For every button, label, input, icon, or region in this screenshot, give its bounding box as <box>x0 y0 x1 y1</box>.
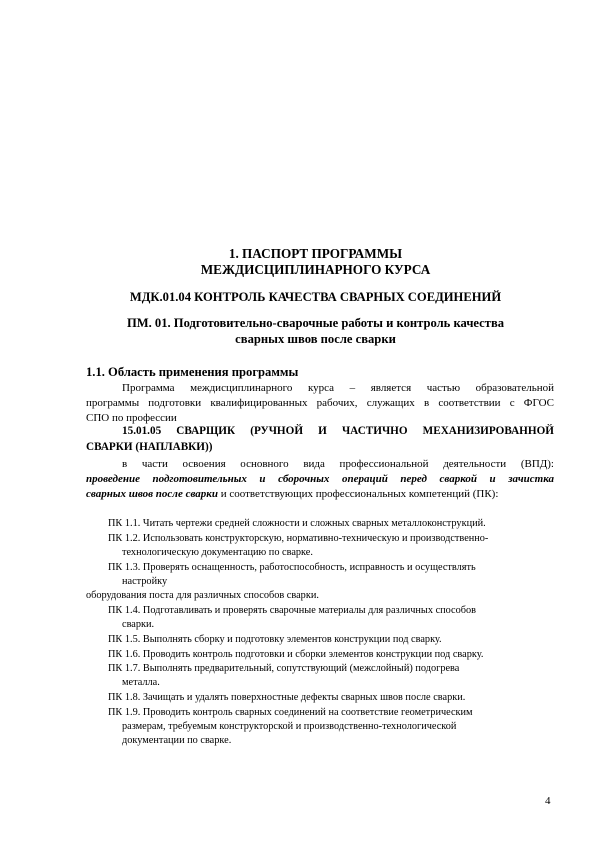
competency-text: ПК 1.1. Читать чертежи средней сложности и сложных сварных металлоконструкций. <box>108 518 486 529</box>
competency-item <box>108 532 488 560</box>
competency-text-continued: документации по сварке. <box>122 735 232 746</box>
page-number: 4 <box>545 795 551 807</box>
competency-item <box>108 561 476 589</box>
paragraph-1-line-1: Программа междисциплинарного курса – является частью образовательной <box>122 382 554 394</box>
paragraph-1-line-2: программы подготовки квалифицированных рабочих, служащих в соответствии с ФГОС <box>86 397 554 409</box>
title-line-1: 1. ПАСПОРТ ПРОГРАММЫ <box>228 246 403 261</box>
competency-text: ПК 1.8. Зачищать и удалять поверхностные дефекты сварных швов после сварки. <box>108 692 466 703</box>
course-title: МДК.01.04 КОНТРОЛЬ КАЧЕСТВА СВАРНЫХ СОЕДИНЕНИЙ <box>129 290 502 304</box>
competency-item <box>108 604 476 632</box>
competency-item <box>108 633 442 647</box>
paragraph-2-line-3 <box>86 487 554 502</box>
competency-text-continued: сварки. <box>122 619 155 630</box>
competency-item <box>108 691 465 705</box>
paragraph-2-line-2: проведение подготовительных и сборочных операций перед сваркой и зачистка <box>86 473 554 485</box>
paragraph-1-line-3: СПО по профессии <box>86 412 177 424</box>
competency-item <box>108 706 473 748</box>
competency-text-continued: оборудования поста для различных способов сварки. <box>86 590 319 601</box>
competency-text-continued: металла. <box>122 677 160 688</box>
module-title-line-2: сварных швов после сварки <box>235 332 396 346</box>
competency-text: ПК 1.3. Проверять оснащенность, работоспособность, исправность и осуществлять <box>108 562 476 573</box>
competency-item <box>108 648 483 662</box>
competency-text-continued: настройку <box>122 576 168 587</box>
profession-line-1: 15.01.05 СВАРЩИК (РУЧНОЙ И ЧАСТИЧНО МЕХАНИЗИРОВАННОЙ <box>122 425 554 437</box>
section-heading: 1.1. Область применения программы <box>86 365 299 379</box>
module-title-line-1: ПМ. 01. Подготовительно-сварочные работы и контроль качества <box>126 316 505 330</box>
paragraph-2-line-1: в части освоения основного вида профессиональной деятельности (ВПД): <box>122 458 554 470</box>
paragraph-2-rest: и соответствующих профессиональных компетенций (ПК): <box>218 488 499 500</box>
profession-line-2: СВАРКИ (НАПЛАВКИ)) <box>86 441 213 453</box>
competency-text: ПК 1.2. Использовать конструкторскую, нормативно-техническую и производственно- <box>108 533 489 544</box>
competency-text: ПК 1.6. Проводить контроль подготовки и сборки элементов конструкции под сварку. <box>108 649 484 660</box>
competency-text-continued: технологическую документацию по сварке. <box>122 547 313 558</box>
competency-text: ПК 1.7. Выполнять предварительный, сопутствующий (межслойный) подогрева <box>108 663 460 674</box>
title-line-2: МЕЖДИСЦИПЛИНАРНОГО КУРСА <box>200 262 431 277</box>
activity-italic-text: сварных швов после сварки <box>86 488 218 500</box>
competency-text: ПК 1.5. Выполнять сборку и подготовку элементов конструкции под сварку. <box>108 634 442 645</box>
competency-item <box>108 517 486 531</box>
competency-text-continued: размерам, требуемым конструкторской и производственно-технологической <box>122 721 457 732</box>
competency-item <box>108 662 459 690</box>
competency-text: ПК 1.4. Подготавливать и проверять сварочные материалы для различных способов <box>108 605 477 616</box>
competency-text: ПК 1.9. Проводить контроль сварных соединений на соответствие геометрическим <box>108 707 473 718</box>
